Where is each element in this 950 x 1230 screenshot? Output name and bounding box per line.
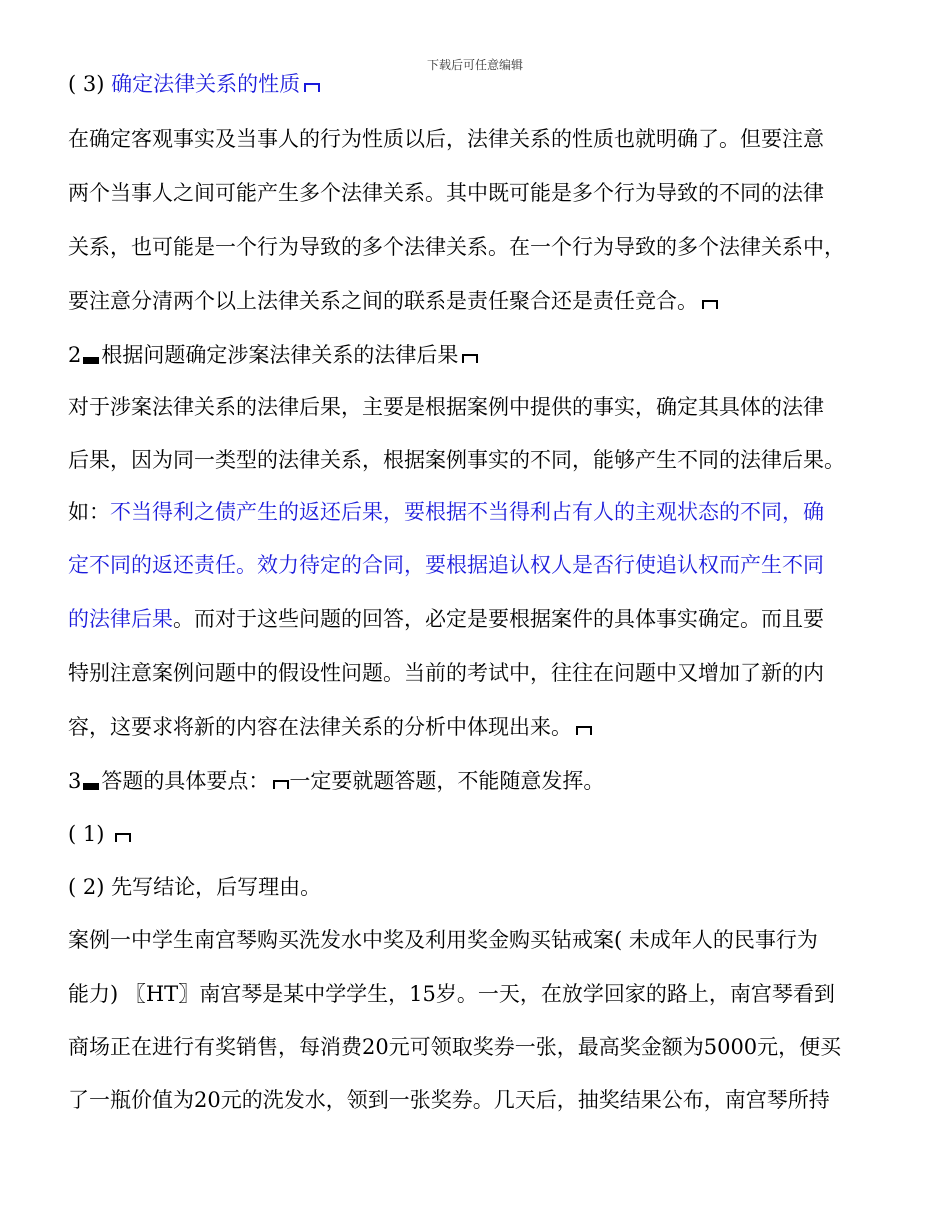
text-line bbox=[68, 873, 898, 901]
line-text: 两个当事人之间可能产生多个法律关系。其中既可能是多个行为导致的不同的法律 bbox=[68, 181, 824, 205]
text-line bbox=[68, 287, 898, 315]
paragraph-mark-icon bbox=[462, 354, 478, 363]
line-text: 后果，因为同一类型的法律关系，根据案例事实的不同，能够产生不同的法律后果。 bbox=[68, 448, 845, 472]
text-line bbox=[68, 179, 898, 207]
line-text: 商场正在进行有奖销售，每消费20元可领取奖券一张，最高奖金额为5000元，便买 bbox=[68, 1035, 842, 1059]
line-text: 答题的具体要点： bbox=[101, 769, 270, 793]
text-line bbox=[68, 605, 898, 633]
text-line bbox=[68, 233, 898, 261]
text-line bbox=[68, 70, 898, 98]
text-line bbox=[68, 1086, 898, 1114]
highlighted-text: 的法律后果 bbox=[68, 607, 173, 631]
paragraph-mark-icon bbox=[702, 300, 718, 309]
line-text: 容，这要求将新的内容在法律关系的分析中体现出来。 bbox=[68, 715, 572, 739]
highlighted-text: 确定法律关系的性质 bbox=[111, 72, 301, 96]
line-text: ( 1) bbox=[68, 822, 112, 846]
text-line bbox=[68, 1033, 898, 1061]
paragraph-mark-icon bbox=[115, 833, 131, 842]
text-line bbox=[68, 446, 898, 474]
block-marker-icon bbox=[83, 357, 99, 364]
text-line bbox=[68, 926, 898, 954]
paragraph-mark-icon bbox=[304, 83, 320, 92]
text-line bbox=[68, 393, 898, 421]
text-line bbox=[68, 980, 898, 1008]
line-text: 能力) 〖HT〗南宫琴是某中学学生，15岁。一天，在放学回家的路上，南宫琴看到 bbox=[68, 982, 835, 1006]
text-line bbox=[68, 713, 898, 741]
text-line bbox=[68, 820, 898, 848]
text-line bbox=[68, 125, 898, 153]
block-marker-icon bbox=[83, 783, 99, 790]
page-header: 下载后可任意编辑 bbox=[426, 58, 523, 72]
line-text: ( 2) 先写结论，后写理由。 bbox=[68, 875, 322, 899]
line-text: 对于涉案法律关系的法律后果，主要是根据案例中提供的事实，确定其具体的法律 bbox=[68, 395, 824, 419]
text-line bbox=[68, 659, 898, 687]
line-text: 案例一中学生南宫琴购买洗发水中奖及利用奖金购买钻戒案( 未成年人的民事行为 bbox=[68, 928, 818, 952]
line-text: 关系，也可能是一个行为导致的多个法律关系。在一个行为导致的多个法律关系中， bbox=[68, 235, 845, 259]
line-text: 在确定客观事实及当事人的行为性质以后，法律关系的性质也就明确了。但要注意 bbox=[68, 127, 824, 151]
line-text: 了一瓶价值为20元的洗发水，领到一张奖券。几天后，抽奖结果公布，南宫琴所持 bbox=[68, 1088, 830, 1112]
line-text: 2 bbox=[68, 343, 82, 367]
line-text: 。而对于这些问题的回答，必定是要根据案件的具体事实确定。而且要 bbox=[173, 607, 824, 631]
line-text: 特别注意案例问题中的假设性问题。当前的考试中，往往在问题中又增加了新的内 bbox=[68, 661, 824, 685]
text-line bbox=[68, 551, 898, 579]
paragraph-mark-icon bbox=[273, 780, 289, 789]
highlighted-text: 定不同的返还责任。效力待定的合同，要根据追认权人是否行使追认权而产生不同 bbox=[68, 553, 824, 577]
line-text: 3 bbox=[68, 769, 82, 793]
line-text: 要注意分清两个以上法律关系之间的联系是责任聚合还是责任竞合。 bbox=[68, 289, 698, 313]
text-line bbox=[68, 341, 898, 369]
line-text: 根据问题确定涉案法律关系的法律后果 bbox=[101, 343, 459, 367]
text-line bbox=[68, 767, 898, 795]
paragraph-mark-icon bbox=[576, 726, 592, 735]
text-line bbox=[68, 498, 898, 526]
line-text: 如： bbox=[68, 500, 110, 524]
line-text: ( 3) bbox=[68, 72, 112, 96]
highlighted-text: 不当得利之债产生的返还后果，要根据不当得利占有人的主观状态的不同，确 bbox=[110, 500, 824, 524]
line-text: 一定要就题答题，不能随意发挥。 bbox=[289, 769, 605, 793]
